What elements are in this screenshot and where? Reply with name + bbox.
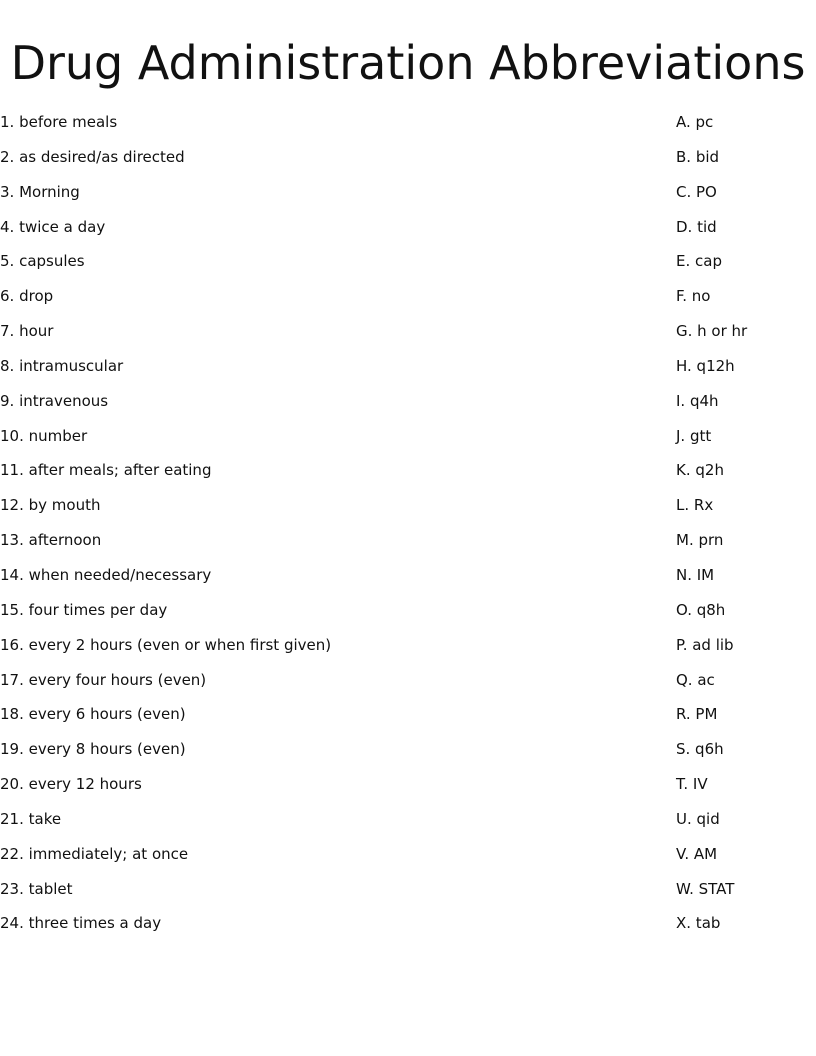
abbreviation-text: X. tab: [676, 914, 721, 933]
list-item: [0, 217, 816, 252]
page-title: Drug Administration Abbreviations: [10, 36, 806, 90]
abbreviation-text: E. cap: [676, 252, 722, 271]
term-text: 2. as desired/as directed: [0, 147, 185, 166]
abbreviation-text: P. ad lib: [676, 635, 734, 654]
abbreviation-text: A. pc: [676, 113, 714, 131]
list-item: [0, 913, 816, 948]
term-text: 20. every 12 hours: [0, 775, 142, 794]
list-item: [0, 495, 816, 530]
term-text: 23. tablet: [0, 879, 73, 898]
term-text: 17. every four hours (even): [0, 670, 207, 689]
list-item: [0, 879, 816, 914]
abbreviation-text: T. IV: [676, 775, 708, 794]
abbreviation-text: F. no: [676, 287, 711, 306]
term-text: 4. twice a day: [0, 217, 106, 236]
term-text: 14. when needed/necessary: [0, 565, 212, 584]
list-item: [0, 460, 816, 495]
term-text: 8. intramuscular: [0, 356, 124, 375]
term-text: 9. intravenous: [0, 391, 109, 410]
term-text: 19. every 8 hours (even): [0, 740, 186, 759]
abbreviation-text: H. q12h: [676, 356, 735, 375]
term-text: 6. drop: [0, 287, 54, 306]
list-item: [0, 670, 816, 705]
list-item: [0, 286, 816, 321]
list-item: [0, 356, 816, 391]
list-item: [0, 565, 816, 600]
list-item: [0, 739, 816, 774]
list-item: [0, 844, 816, 879]
list-item: [0, 635, 816, 670]
abbreviation-text: D. tid: [676, 217, 717, 236]
list-item: [0, 147, 816, 182]
abbreviation-text: Q. ac: [676, 670, 715, 689]
list-item: [0, 530, 816, 565]
abbreviation-text: U. qid: [676, 809, 720, 828]
term-text: 11. after meals; after eating: [0, 461, 212, 480]
list-item: [0, 774, 816, 809]
list-item: [0, 112, 816, 147]
term-text: 16. every 2 hours (even or when first given): [0, 635, 332, 654]
list-item: [0, 391, 816, 426]
term-text: 15. four times per day: [0, 600, 168, 619]
term-text: 10. number: [0, 426, 88, 445]
list-item: [0, 600, 816, 635]
term-text: 24. three times a day: [0, 914, 162, 933]
abbreviation-text: W. STAT: [676, 879, 735, 898]
abbreviation-text: J. gtt: [676, 426, 712, 445]
abbreviation-text: V. AM: [676, 844, 718, 863]
term-text: 5. capsules: [0, 252, 85, 271]
list-item: [0, 809, 816, 844]
term-text: 12. by mouth: [0, 496, 101, 515]
term-text: 3. Morning: [0, 182, 80, 201]
list-item: [0, 321, 816, 356]
abbreviation-text: S. q6h: [676, 740, 724, 759]
abbreviation-text: M. prn: [676, 531, 724, 550]
list-item: [0, 182, 816, 217]
term-text: 22. immediately; at once: [0, 844, 189, 863]
abbreviation-text: I. q4h: [676, 391, 719, 410]
list-item: [0, 426, 816, 461]
abbreviation-text: K. q2h: [676, 461, 724, 480]
term-text: 7. hour: [0, 322, 54, 341]
abbreviation-text: B. bid: [676, 147, 720, 166]
matching-list: [0, 112, 816, 948]
term-text: 21. take: [0, 809, 62, 828]
abbreviation-text: O. q8h: [676, 600, 726, 619]
abbreviation-text: L. Rx: [676, 496, 714, 515]
abbreviation-text: C. PO: [676, 182, 717, 201]
abbreviation-text: R. PM: [676, 705, 718, 724]
abbreviation-text: N. IM: [676, 565, 715, 584]
list-item: [0, 251, 816, 286]
term-text: 18. every 6 hours (even): [0, 705, 186, 724]
abbreviation-text: G. h or hr: [676, 322, 748, 341]
list-item: [0, 704, 816, 739]
term-text: 13. afternoon: [0, 531, 102, 550]
term-text: 1. before meals: [0, 113, 118, 131]
